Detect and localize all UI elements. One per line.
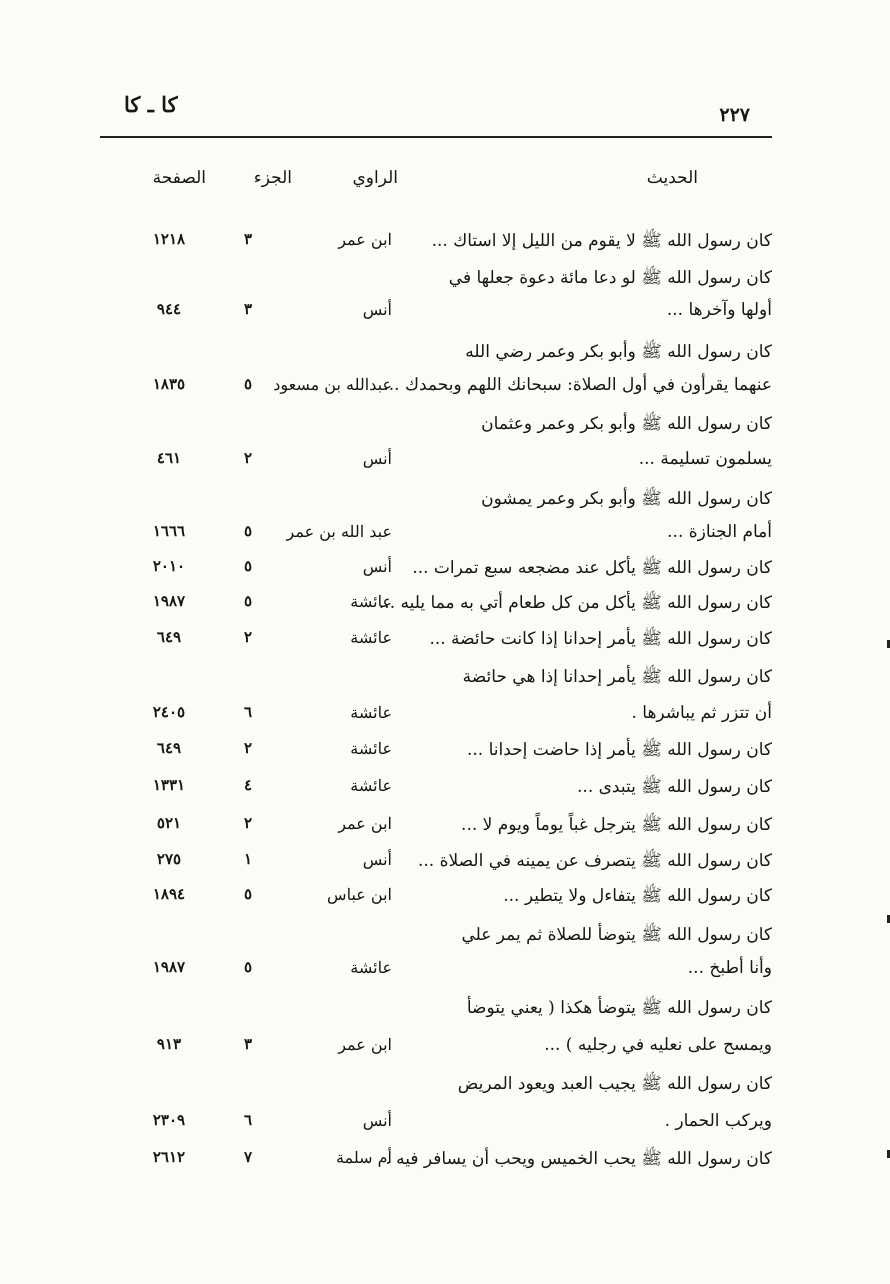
volume-cell: ٦	[243, 703, 253, 721]
volume-cell: ٤	[243, 776, 253, 794]
page-cell: ١٩٨٧	[152, 592, 186, 610]
hadith-text: أمام الجنازة ...	[667, 522, 772, 542]
narrator-cell: أم سلمة	[336, 1148, 392, 1167]
hadith-text: كان رسول الله ﷺ يتوضأ هكذا ( يعني يتوضأ	[466, 998, 772, 1018]
page-cell: ٢٣٠٩	[152, 1111, 186, 1129]
volume-cell: ٥	[243, 592, 253, 610]
hadith-text: ويركب الحمار .	[664, 1111, 772, 1131]
hadith-text: أن تتزر ثم يباشرها .	[631, 703, 772, 723]
volume-cell: ٧	[243, 1148, 253, 1166]
page-cell: ٩١٣	[156, 1035, 182, 1053]
hadith-text: أولها وآخرها ...	[666, 300, 772, 320]
narrator-cell: أنس	[362, 300, 392, 319]
page-cell: ١٣٣١	[152, 776, 186, 794]
narrator-cell: عائشة	[350, 703, 392, 722]
page-cell: ٦٤٩	[156, 628, 182, 646]
page-cell: ٩٤٤	[156, 300, 182, 318]
volume-cell: ١	[243, 850, 253, 868]
narrator-cell: عائشة	[350, 628, 392, 647]
volume-cell: ٥	[243, 522, 253, 540]
page-cell: ١٢١٨	[152, 230, 186, 248]
hadith-text: كان رسول الله ﷺ يأمر إحدانا إذا هي حائضة	[462, 667, 772, 687]
narrator-cell: عائشة	[350, 739, 392, 758]
hadith-text: كان رسول الله ﷺ يحب الخميس ويحب أن يسافر فيه .	[385, 1149, 772, 1169]
hadith-text: عنهما يقرأون في أول الصلاة: سبحانك اللهم وبحمدك ...	[383, 375, 772, 395]
column-header-volume: الجزء	[253, 168, 292, 188]
volume-cell: ٣	[243, 1035, 253, 1053]
page-cell: ٦٤٩	[156, 739, 182, 757]
hadith-text: كان رسول الله ﷺ وأبو بكر وعمر رضي الله	[465, 342, 772, 362]
volume-cell: ٣	[243, 300, 253, 318]
page-cell: ٢٦١٢	[152, 1148, 186, 1166]
narrator-cell: عبدالله بن مسعود	[273, 375, 392, 394]
narrator-cell: أنس	[362, 850, 392, 869]
narrator-cell: ابن عمر	[338, 1035, 392, 1054]
header-rule	[100, 136, 772, 138]
narrator-cell: عائشة	[350, 958, 392, 977]
narrator-cell: عائشة	[350, 776, 392, 795]
hadith-text: كان رسول الله ﷺ يتوضأ للصلاة ثم يمر علي	[461, 925, 772, 945]
narrator-cell: عبد الله بن عمر	[286, 522, 392, 541]
page-cell: ١٦٦٦	[152, 522, 186, 540]
hadith-text: كان رسول الله ﷺ يجيب العبد ويعود المريض	[457, 1074, 772, 1094]
column-header-hadith: الحديث	[646, 168, 698, 188]
page-cell: ١٩٨٧	[152, 958, 186, 976]
volume-cell: ٢	[243, 449, 253, 467]
volume-cell: ٢	[243, 814, 253, 832]
volume-cell: ٢	[243, 739, 253, 757]
hadith-text: كان رسول الله ﷺ يأمر إحدانا إذا كانت حائضة ...	[429, 629, 772, 649]
page-cell: ١٨٩٤	[152, 885, 186, 903]
hadith-text: كان رسول الله ﷺ يتفاءل ولا يتطير ...	[503, 886, 772, 906]
page-cell: ٥٢١	[156, 814, 182, 832]
hadith-text: ويمسح على نعليه في رجليه ) ...	[544, 1035, 772, 1055]
volume-cell: ٥	[243, 375, 253, 393]
page-cell: ٢٧٥	[156, 850, 182, 868]
volume-cell: ٦	[243, 1111, 253, 1129]
hadith-text: كان رسول الله ﷺ يأكل من كل طعام أتي به مما يليه ...	[378, 593, 772, 613]
column-header-page: الصفحة	[152, 168, 206, 188]
volume-cell: ٢	[243, 628, 253, 646]
narrator-cell: أنس	[362, 557, 392, 576]
volume-cell: ٥	[243, 885, 253, 903]
volume-cell: ٥	[243, 958, 253, 976]
page-cell: ٤٦١	[156, 449, 182, 467]
page-cell: ٢٤٠٥	[152, 703, 186, 721]
narrator-cell: ابن عمر	[338, 814, 392, 833]
hadith-text: كان رسول الله ﷺ لا يقوم من الليل إلا استاك ...	[431, 231, 772, 251]
hadith-text: كان رسول الله ﷺ يأكل عند مضجعه سبع تمرات ...	[412, 558, 772, 578]
page-cell: ١٨٣٥	[152, 375, 186, 393]
hadith-text: كان رسول الله ﷺ وأبو بكر وعمر وعثمان	[481, 414, 772, 434]
running-head: كا ـ كا	[124, 92, 178, 117]
hadith-text: كان رسول الله ﷺ لو دعا مائة دعوة جعلها في	[448, 268, 772, 288]
hadith-text: وأنا أطبخ ...	[687, 958, 772, 978]
hadith-text: كان رسول الله ﷺ يتبدى ...	[577, 777, 772, 797]
hadith-text: كان رسول الله ﷺ وأبو بكر وعمر يمشون	[481, 489, 772, 509]
narrator-cell: ابن عباس	[327, 885, 392, 904]
page-number: ٢٢٧	[719, 104, 750, 126]
narrator-cell: ابن عمر	[338, 230, 392, 249]
hadith-text: يسلمون تسليمة ...	[638, 449, 772, 469]
hadith-text: كان رسول الله ﷺ يأمر إذا حاضت إحدانا ...	[467, 740, 772, 760]
volume-cell: ٥	[243, 557, 253, 575]
narrator-cell: عائشة	[350, 592, 392, 611]
narrator-cell: أنس	[362, 449, 392, 468]
column-header-narrator: الراوي	[352, 168, 398, 188]
volume-cell: ٣	[243, 230, 253, 248]
narrator-cell: أنس	[362, 1111, 392, 1130]
hadith-text: كان رسول الله ﷺ يترجل غباً يوماً ويوم لا ...	[461, 815, 772, 835]
page-cell: ٢٠١٠	[152, 557, 186, 575]
hadith-text: كان رسول الله ﷺ يتصرف عن يمينه في الصلاة ...	[418, 851, 772, 871]
